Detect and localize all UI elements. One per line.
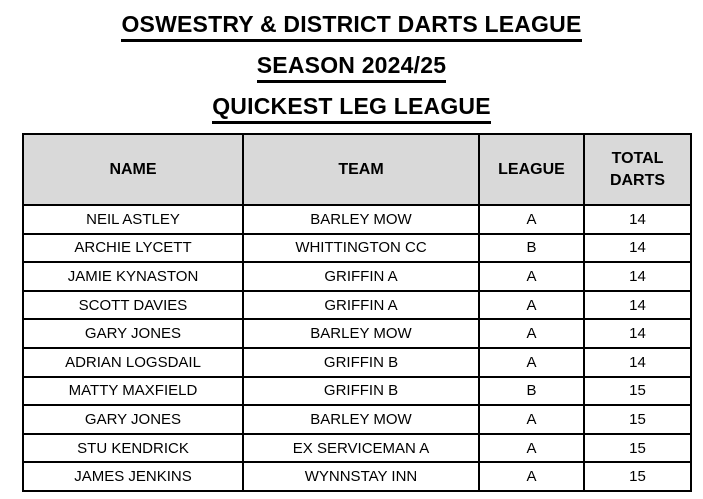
total-darts-cell: 14	[584, 291, 691, 320]
league-cell: A	[479, 205, 584, 234]
title-league-name: OSWESTRY & DISTRICT DARTS LEAGUE	[121, 13, 581, 42]
player-name-cell: NEIL ASTLEY	[23, 205, 243, 234]
table-row	[23, 377, 691, 406]
team-cell: BARLEY MOW	[243, 205, 479, 234]
total-darts-cell: 15	[584, 462, 691, 491]
total-darts-cell: 15	[584, 377, 691, 406]
league-cell: A	[479, 291, 584, 320]
header-total-darts: TOTAL DARTS	[584, 134, 691, 205]
table-row	[23, 234, 691, 263]
total-darts-cell: 14	[584, 205, 691, 234]
player-name-cell: ARCHIE LYCETT	[23, 234, 243, 263]
header-team: TEAM	[243, 134, 479, 205]
quickest-leg-table	[22, 133, 692, 492]
table-body	[23, 205, 691, 491]
title-competition: QUICKEST LEG LEAGUE	[212, 95, 491, 124]
table-row	[23, 405, 691, 434]
player-name-cell: SCOTT DAVIES	[23, 291, 243, 320]
player-name-cell: MATTY MAXFIELD	[23, 377, 243, 406]
total-darts-cell: 15	[584, 405, 691, 434]
header-row	[23, 134, 691, 205]
total-darts-cell: 14	[584, 262, 691, 291]
team-cell: GRIFFIN B	[243, 377, 479, 406]
total-darts-cell: 14	[584, 234, 691, 263]
league-cell: B	[479, 377, 584, 406]
table-row	[23, 462, 691, 491]
header-league: LEAGUE	[479, 134, 584, 205]
team-cell: BARLEY MOW	[243, 405, 479, 434]
title-line-season	[0, 54, 703, 83]
team-cell: EX SERVICEMAN A	[243, 434, 479, 463]
table-row	[23, 291, 691, 320]
player-name-cell: STU KENDRICK	[23, 434, 243, 463]
player-name-cell: GARY JONES	[23, 319, 243, 348]
player-name-cell: ADRIAN LOGSDAIL	[23, 348, 243, 377]
player-name-cell: GARY JONES	[23, 405, 243, 434]
team-cell: WHITTINGTON CC	[243, 234, 479, 263]
team-cell: BARLEY MOW	[243, 319, 479, 348]
title-line-competition	[0, 95, 703, 124]
total-darts-cell: 14	[584, 348, 691, 377]
header-name: NAME	[23, 134, 243, 205]
league-cell: A	[479, 262, 584, 291]
league-cell: A	[479, 319, 584, 348]
player-name-cell: JAMES JENKINS	[23, 462, 243, 491]
team-cell: WYNNSTAY INN	[243, 462, 479, 491]
table-row	[23, 319, 691, 348]
title-block	[0, 13, 703, 136]
player-name-cell: JAMIE KYNASTON	[23, 262, 243, 291]
team-cell: GRIFFIN A	[243, 291, 479, 320]
league-cell: A	[479, 434, 584, 463]
table-row	[23, 205, 691, 234]
team-cell: GRIFFIN B	[243, 348, 479, 377]
league-cell: A	[479, 405, 584, 434]
table-row	[23, 434, 691, 463]
table-row	[23, 348, 691, 377]
league-cell: A	[479, 462, 584, 491]
title-season: SEASON 2024/25	[257, 54, 446, 83]
total-darts-cell: 15	[584, 434, 691, 463]
team-cell: GRIFFIN A	[243, 262, 479, 291]
title-line-league	[0, 13, 703, 42]
table-row	[23, 262, 691, 291]
total-darts-cell: 14	[584, 319, 691, 348]
league-cell: A	[479, 348, 584, 377]
league-cell: B	[479, 234, 584, 263]
table-header	[23, 134, 691, 205]
